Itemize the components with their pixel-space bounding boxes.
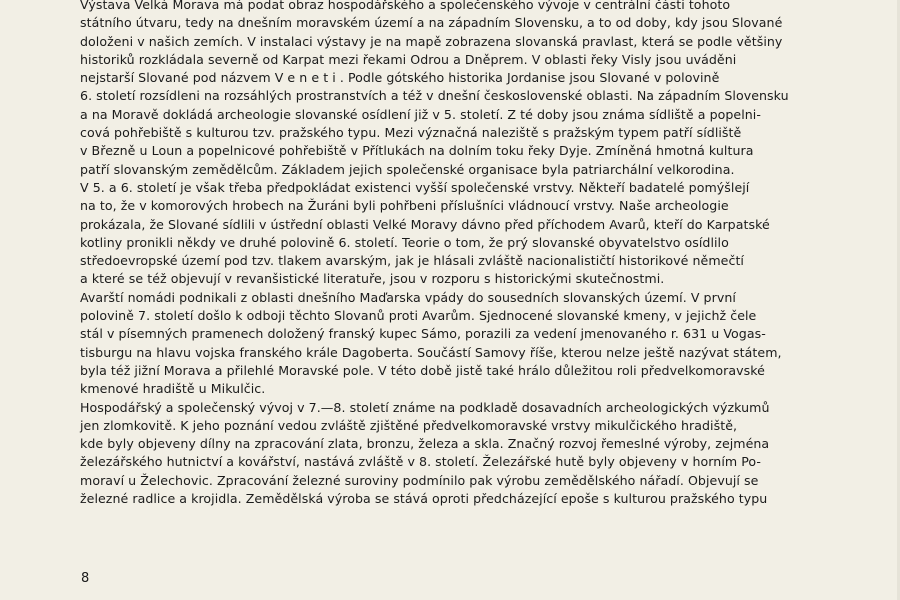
text-line: polovině 7. století došlo k odboji těchto Slovanů proti Avarům. Sjednocené slovanské kmeny, v jejichž čele [80, 308, 757, 324]
text-line: a na Moravě dokládá archeologie slovanské osídlení již v 5. století. Z té doby jsou známa sídliště a popelni- [80, 106, 761, 122]
text-line: historiků rozkládala severně od Karpat mezi řekami Odrou a Dněprem. V oblasti řeky Visly jsou uváděni [80, 51, 737, 67]
text-line: železné radlice a krojidla. Zemědělská výroba se stává oproti předcházející epoše s kulturou pražského typu [80, 491, 768, 507]
text-line: státního útvaru, tedy na dnešním moravském území a na západním Slovensku, a to od doby, kdy jsou Slované [80, 15, 783, 31]
body-text [80, 0, 800, 508]
text-line: stál v písemných pramenech doložený franský kupec Sámo, porazili za vedení jmenovaného r. 631 u Vogas- [80, 326, 766, 342]
text-line: na to, že v komorových hrobech na Žuráni byli pohřbeni příslušníci vládnoucí vrstvy. Naše archeologie [80, 198, 729, 214]
text-line: a které se též objevují v revanšistické literatuře, jsou v rozporu s historickými skutečnostmi. [80, 271, 665, 287]
text-line: železářského hutnictví a kovářství, nastává zvláště v 8. století. Železářské hutě byly objeveny v horním Po- [80, 454, 762, 470]
text-line: V 5. a 6. století je však třeba předpokládat existenci vyšší společenské vrstvy. Někteří badatelé pomýšlejí [80, 179, 750, 195]
text-line: nejstarší Slované pod názvem V e n e t i . Podle gótského historika Jordanise jsou Slované v polovině [80, 70, 720, 86]
text-line: doloženi v našich zemích. V instalaci výstavy je na mapě zobrazena slovanská pravlast, která se podle většiny [80, 33, 783, 49]
text-line: patří slovanským zemědělcům. Základem jejich společenské organisace byla patriarchální velkorodina. [80, 161, 735, 177]
text-line: Avarští nomádi podnikali z oblasti dnešního Maďarska vpády do sousedních slovanských území. V první [80, 289, 736, 305]
text-line: cová pohřebiště s kulturou tzv. pražského typu. Mezi význačná naleziště s pražským typem patří sídliště [80, 125, 742, 141]
page-number: 8 [81, 571, 90, 586]
text-line: jen zlomkovitě. K jeho poznání vedou zvláště zjištěné předvelkomoravské vrstvy mikulčického hradiště, [80, 417, 738, 433]
text-line: tisburgu na hlavu vojska franského krále Dagoberta. Součástí Samovy říše, kterou nelze ještě nazývat státem, [80, 344, 782, 360]
text-line: kmenové hradiště u Mikulčic. [80, 381, 266, 397]
text-line: kotliny pronikli někdy ve druhé polovině 6. století. Teorie o tom, že prý slovanské obyvatelstvo osídlilo [80, 234, 729, 250]
text-line: byla též jižní Morava a přilehlé Moravské pole. V této době jistě také hrálo důležitou roli předvelkomoravské [80, 362, 765, 378]
text-line: moraví u Želechovic. Zpracování železné suroviny podmínilo pak výrobu zemědělského nářadí. Objevují se [80, 472, 759, 488]
text-line: Výstava Velká Morava má podat obraz hospodářského a společenského vývoje v centrální části tohoto [80, 0, 731, 12]
text-line: kde byly objeveny dílny na zpracování zlata, bronzu, železa a skla. Značný rozvoj řemeslné výroby, zejména [80, 436, 770, 452]
text-line: Hospodářský a společenský vývoj v 7.—8. století známe na podkladě dosavadních archeologických výzkumů [80, 399, 770, 415]
text-line: v Březně u Loun a popelnicové pohřebiště v Přítlukách na dolním toku řeky Dyje. Zmíněná hmotná kultura [80, 143, 754, 159]
text-line: středoevropské území pod tzv. tlakem avarským, jak je hlásali zvláště nacionalističtí historikové němečtí [80, 253, 744, 269]
text-line: 6. století rozsídleni na rozsáhlých prostranstvích a též v dnešní československé oblasti. Na západním Slovensku [80, 88, 789, 104]
text-line: prokázala, že Slované sídlili v ústřední oblasti Velké Moravy dávno před příchodem Avarů, kteří do Karpatské [80, 216, 770, 232]
